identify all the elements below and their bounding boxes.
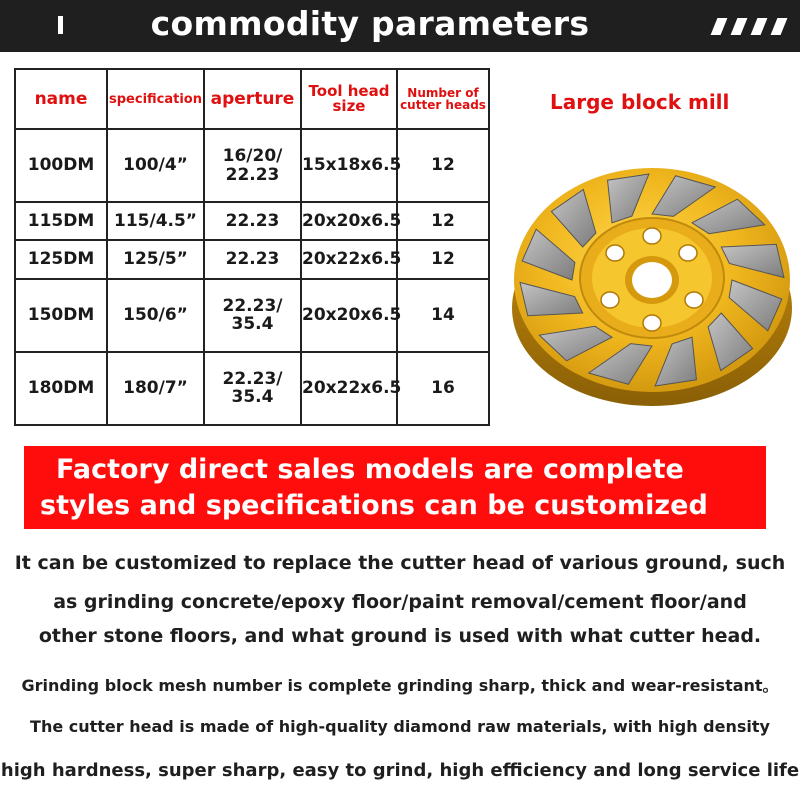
cell-name: 125DM xyxy=(15,240,107,278)
parameters-table xyxy=(14,68,490,426)
cell-name: 180DM xyxy=(15,352,107,425)
description-line: as grinding concrete/epoxy floor/paint removal/cement floor/and xyxy=(53,591,747,613)
cell-tool-size: 20x22x6.5 xyxy=(301,352,397,425)
cutter-heads-line2: cutter heads xyxy=(400,98,486,112)
cell-aperture xyxy=(204,240,301,278)
page-title: commodity parameters xyxy=(150,4,590,43)
col-header-tool-head-size xyxy=(301,69,397,129)
description-line: It can be customized to replace the cutter head of various ground, such xyxy=(14,552,786,574)
cell-aperture xyxy=(204,202,301,240)
tool-head-line2: size xyxy=(332,97,366,115)
col-header-cutter-heads xyxy=(397,69,489,129)
cell-spec: 180/7” xyxy=(107,352,204,425)
description-line: The cutter head is made of high-quality diamond raw materials, with high density xyxy=(30,717,770,736)
cell-spec: 100/4” xyxy=(107,129,204,202)
aperture-line1: 22.23 xyxy=(225,210,280,231)
col-header-aperture: aperture xyxy=(204,69,301,129)
cup-grinding-wheel-image xyxy=(510,158,795,413)
table-row xyxy=(15,279,489,352)
col-header-specification: specification xyxy=(107,69,204,129)
cell-tool-size: 20x20x6.5 xyxy=(301,202,397,240)
cell-cutter-count: 12 xyxy=(397,129,489,202)
cell-aperture xyxy=(204,279,301,352)
cell-aperture xyxy=(204,129,301,202)
header-stripes-icon xyxy=(714,18,784,35)
cell-cutter-count: 16 xyxy=(397,352,489,425)
cell-tool-size: 20x22x6.5 xyxy=(301,240,397,278)
cell-cutter-count: 14 xyxy=(397,279,489,352)
cell-tool-size: 15x18x6.5 xyxy=(301,129,397,202)
cell-spec: 125/5” xyxy=(107,240,204,278)
table-row xyxy=(15,202,489,240)
cell-cutter-count: 12 xyxy=(397,240,489,278)
header-bar xyxy=(0,0,800,52)
product-label: Large block mill xyxy=(550,90,730,114)
aperture-line2: 22.23 xyxy=(225,164,280,185)
cell-name: 100DM xyxy=(15,129,107,202)
col-header-name: name xyxy=(15,69,107,129)
banner-line1: Factory direct sales models are complete xyxy=(56,454,684,485)
aperture-line2: 35.4 xyxy=(231,314,274,335)
cell-tool-size: 20x20x6.5 xyxy=(301,279,397,352)
description-line: Grinding block mesh number is complete grinding sharp, thick and wear-resistant。 xyxy=(21,676,779,695)
table-header-row xyxy=(15,69,489,129)
description-line: other stone floors, and what ground is used with what cutter head. xyxy=(38,625,762,647)
cell-cutter-count: 12 xyxy=(397,202,489,240)
description-line: high hardness, super sharp, easy to grind, high efficiency and long service life xyxy=(0,760,800,781)
aperture-line2: 35.4 xyxy=(231,387,274,408)
cell-name: 115DM xyxy=(15,202,107,240)
table-row xyxy=(15,129,489,202)
table-row xyxy=(15,240,489,278)
table-row xyxy=(15,352,489,425)
banner-line2: styles and specifications can be customized xyxy=(40,490,708,521)
promo-banner xyxy=(24,446,766,529)
cell-spec: 150/6” xyxy=(107,279,204,352)
cell-aperture xyxy=(204,352,301,425)
cell-name: 150DM xyxy=(15,279,107,352)
aperture-line1: 16/20/ xyxy=(222,145,283,166)
aperture-line1: 22.23/ xyxy=(222,368,283,389)
aperture-line1: 22.23/ xyxy=(222,295,283,316)
cell-spec: 115/4.5” xyxy=(107,202,204,240)
aperture-line1: 22.23 xyxy=(225,249,280,270)
tool-head-line1: Tool head xyxy=(308,82,390,100)
cutter-heads-line1: Number of xyxy=(407,86,479,100)
